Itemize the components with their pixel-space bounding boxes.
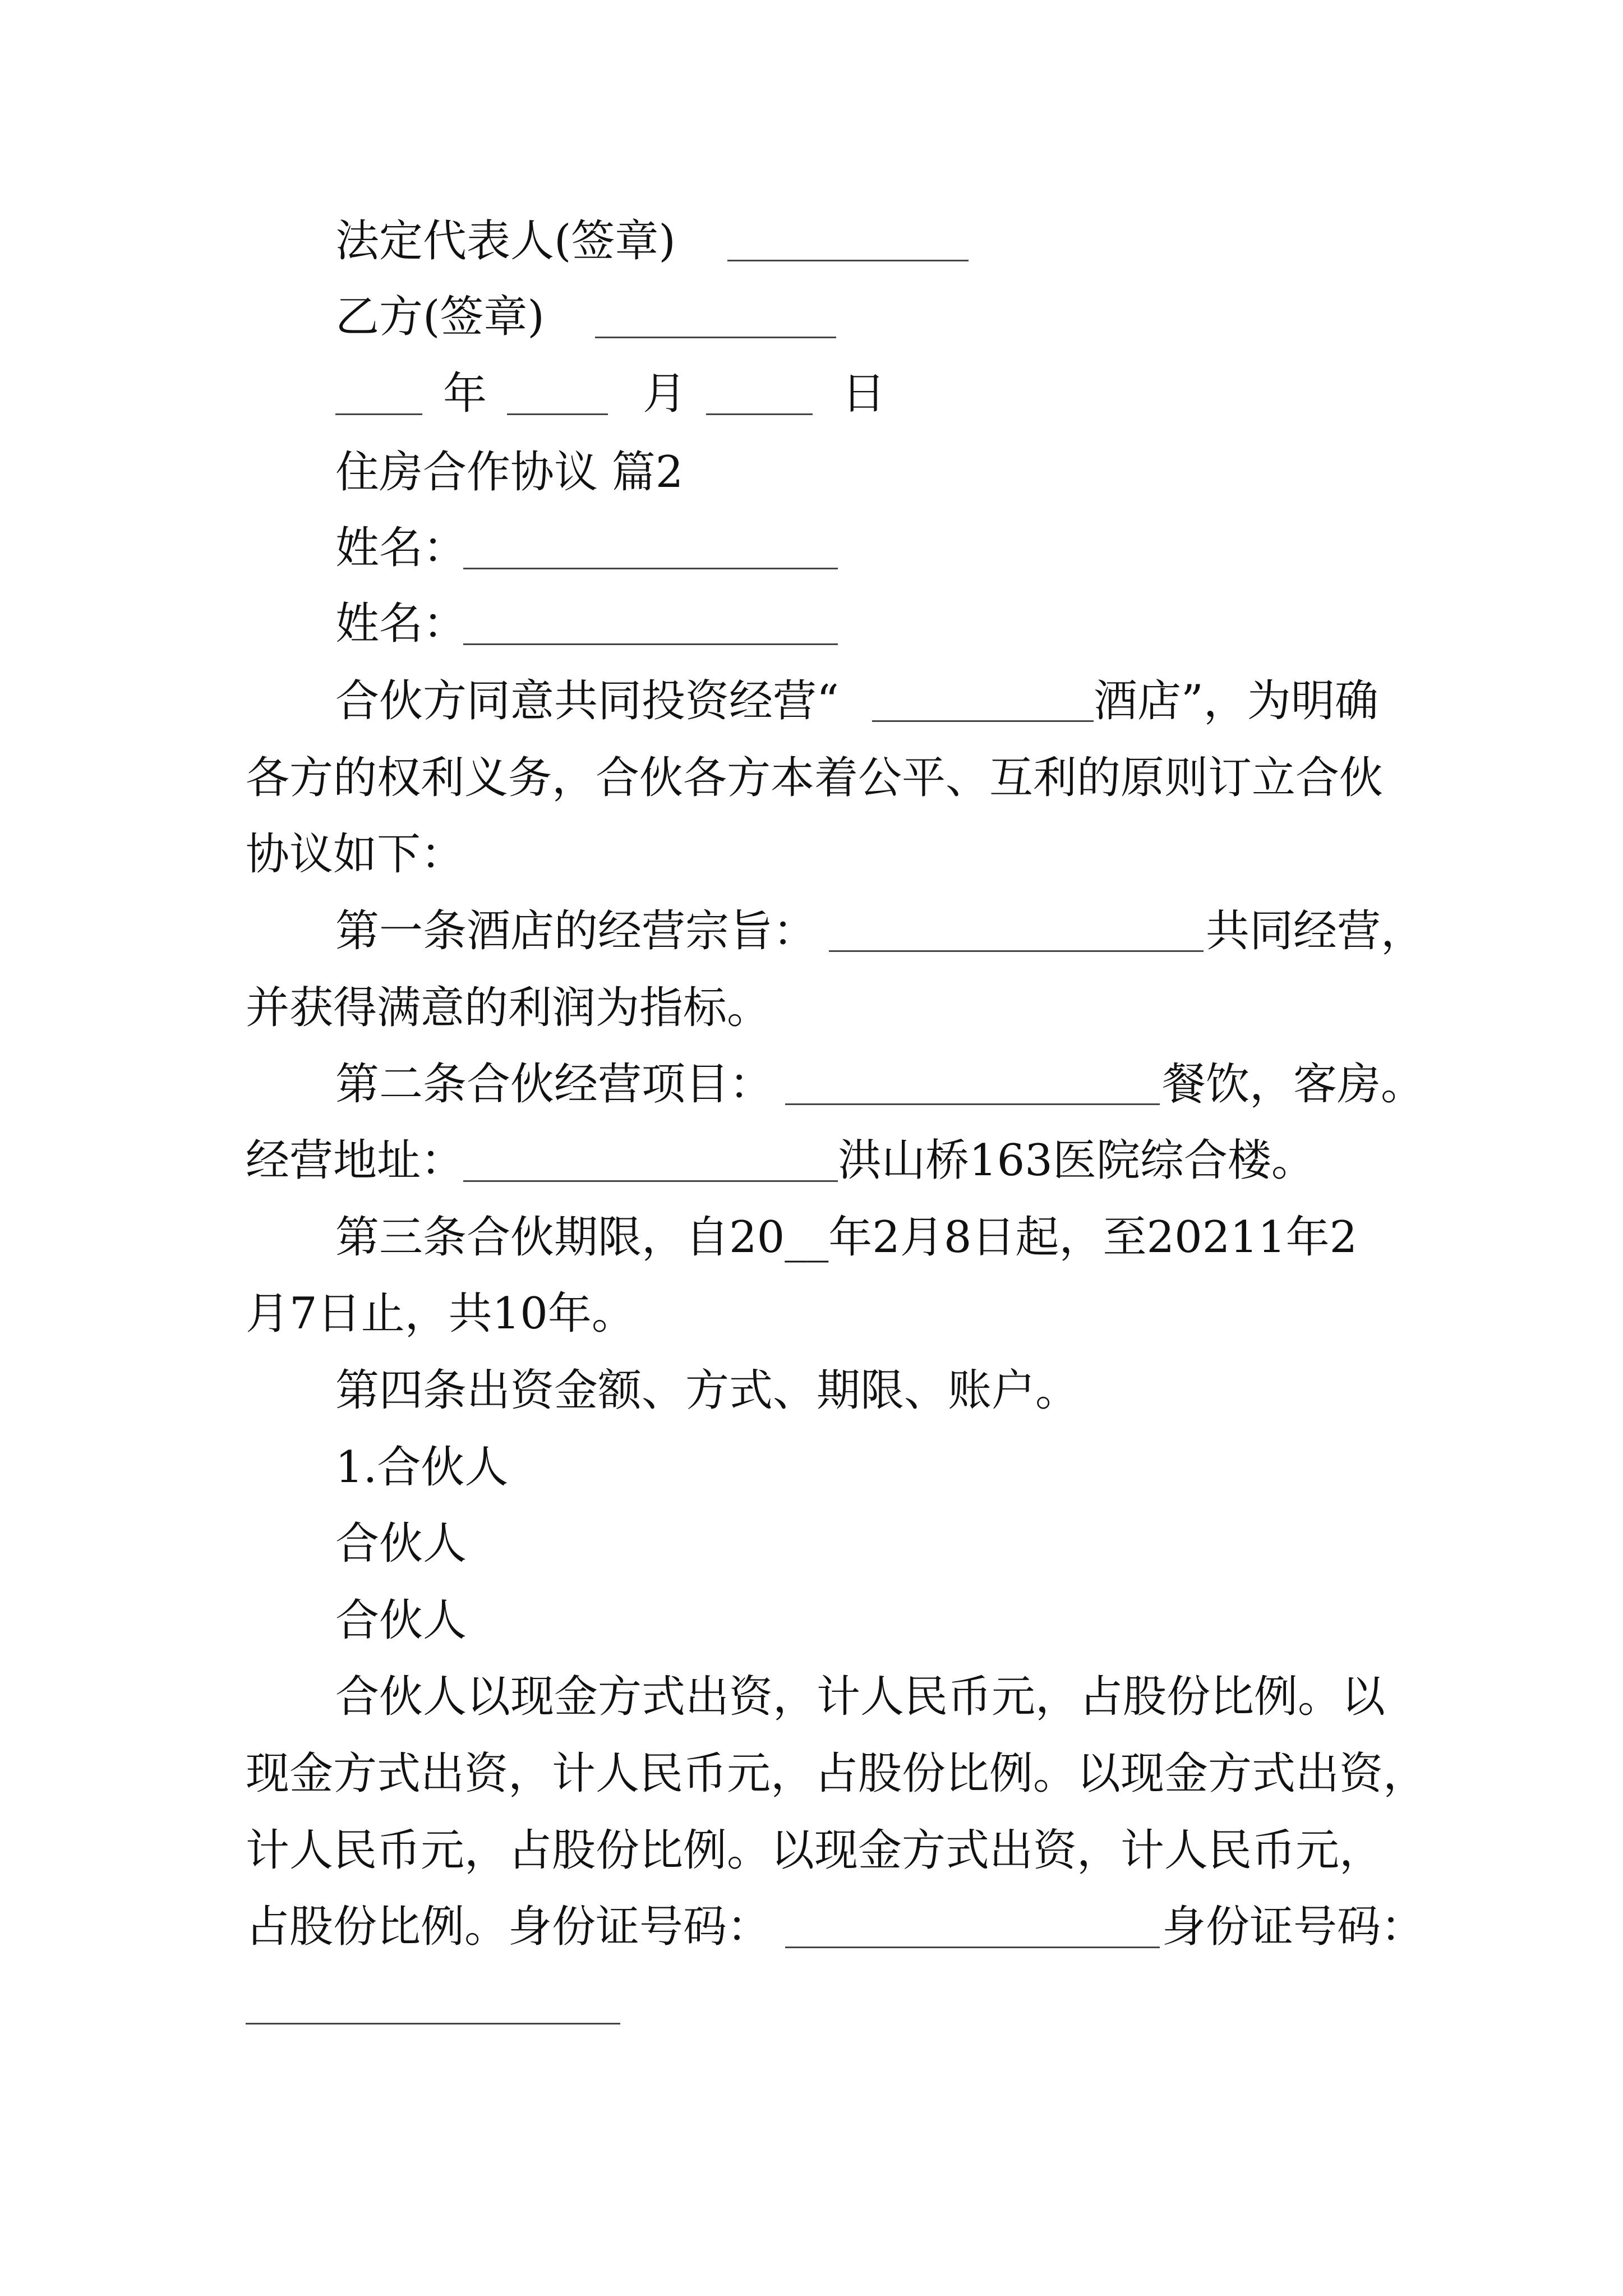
year-blank — [335, 413, 422, 415]
day-blank — [706, 413, 813, 415]
legal-rep-blank — [727, 260, 969, 261]
article-1-line-2: 并获得满意的利润为指标。 — [246, 983, 771, 1033]
article-2-blank — [785, 1103, 1160, 1105]
name-label-2: 姓名： — [335, 599, 467, 649]
agreement-title: 住房合作协议 篇2 — [335, 447, 684, 498]
invest-line-1: 合伙人以现金方式出资，计人民币元，占股份比例。以 — [335, 1672, 1386, 1722]
article-1-blank — [829, 950, 1204, 952]
party-b-label: 乙方(签章) — [335, 292, 545, 342]
party-b-blank — [595, 337, 836, 338]
article-3-line-1: 第三条合伙期限，自20__年2月8日起，至20211年2 — [335, 1212, 1358, 1263]
article-4-title: 第四条出资金额、方式、期限、账户。 — [335, 1365, 1080, 1416]
name-blank-1 — [463, 568, 838, 569]
day-label: 日 — [842, 369, 886, 419]
partner-2: 合伙人 — [335, 1519, 467, 1569]
id-number-blank-1 — [785, 1947, 1160, 1948]
invest-line-4-part-2: 身份证号码： — [1162, 1902, 1425, 1952]
intro-line-1-part-2: 酒店”，为明确 — [1094, 676, 1378, 726]
invest-line-2: 现金方式出资，计人民币元，占股份比例。以现金方式出资， — [246, 1749, 1427, 1799]
name-blank-2 — [463, 643, 838, 645]
article-3-line-2: 月7日止，共10年。 — [246, 1289, 635, 1339]
article-2-address-value: 洪山桥163医院综合楼。 — [838, 1135, 1315, 1186]
year-label: 年 — [443, 369, 487, 419]
article-2-part-1: 第二条合伙经营项目： — [335, 1059, 773, 1110]
id-number-blank-2 — [246, 2023, 620, 2024]
article-2-address-blank — [463, 1180, 838, 1182]
invest-line-3: 计人民币元，占股份比例。以现金方式出资，计人民币元， — [246, 1825, 1384, 1876]
name-label-1: 姓名： — [335, 523, 467, 573]
month-blank — [507, 413, 608, 415]
invest-line-4-part-1: 占股份比例。身份证号码： — [246, 1902, 771, 1952]
name-line-2 — [335, 596, 467, 652]
partner-3: 合伙人 — [335, 1595, 467, 1646]
intro-line-3: 协议如下： — [246, 829, 465, 880]
article-2-address-label: 经营地址： — [246, 1135, 465, 1186]
intro-line-1-part-1: 合伙方同意共同投资经营“ — [335, 676, 839, 726]
party-b-line — [335, 289, 545, 345]
month-label: 月 — [643, 369, 687, 419]
article-1-part-1: 第一条酒店的经营宗旨： — [335, 906, 817, 956]
name-line-1 — [335, 520, 467, 576]
partner-1: 1.合伙人 — [335, 1442, 509, 1493]
article-1-part-2: 共同经营， — [1206, 906, 1425, 956]
hotel-name-blank — [872, 720, 1094, 722]
article-2-part-2: 餐饮，客房。 — [1162, 1059, 1425, 1110]
legal-rep-line — [335, 213, 676, 269]
legal-rep-label: 法定代表人(签章) — [335, 216, 676, 266]
intro-line-2: 各方的权利义务，合伙各方本着公平、互利的原则订立合伙 — [246, 753, 1384, 803]
